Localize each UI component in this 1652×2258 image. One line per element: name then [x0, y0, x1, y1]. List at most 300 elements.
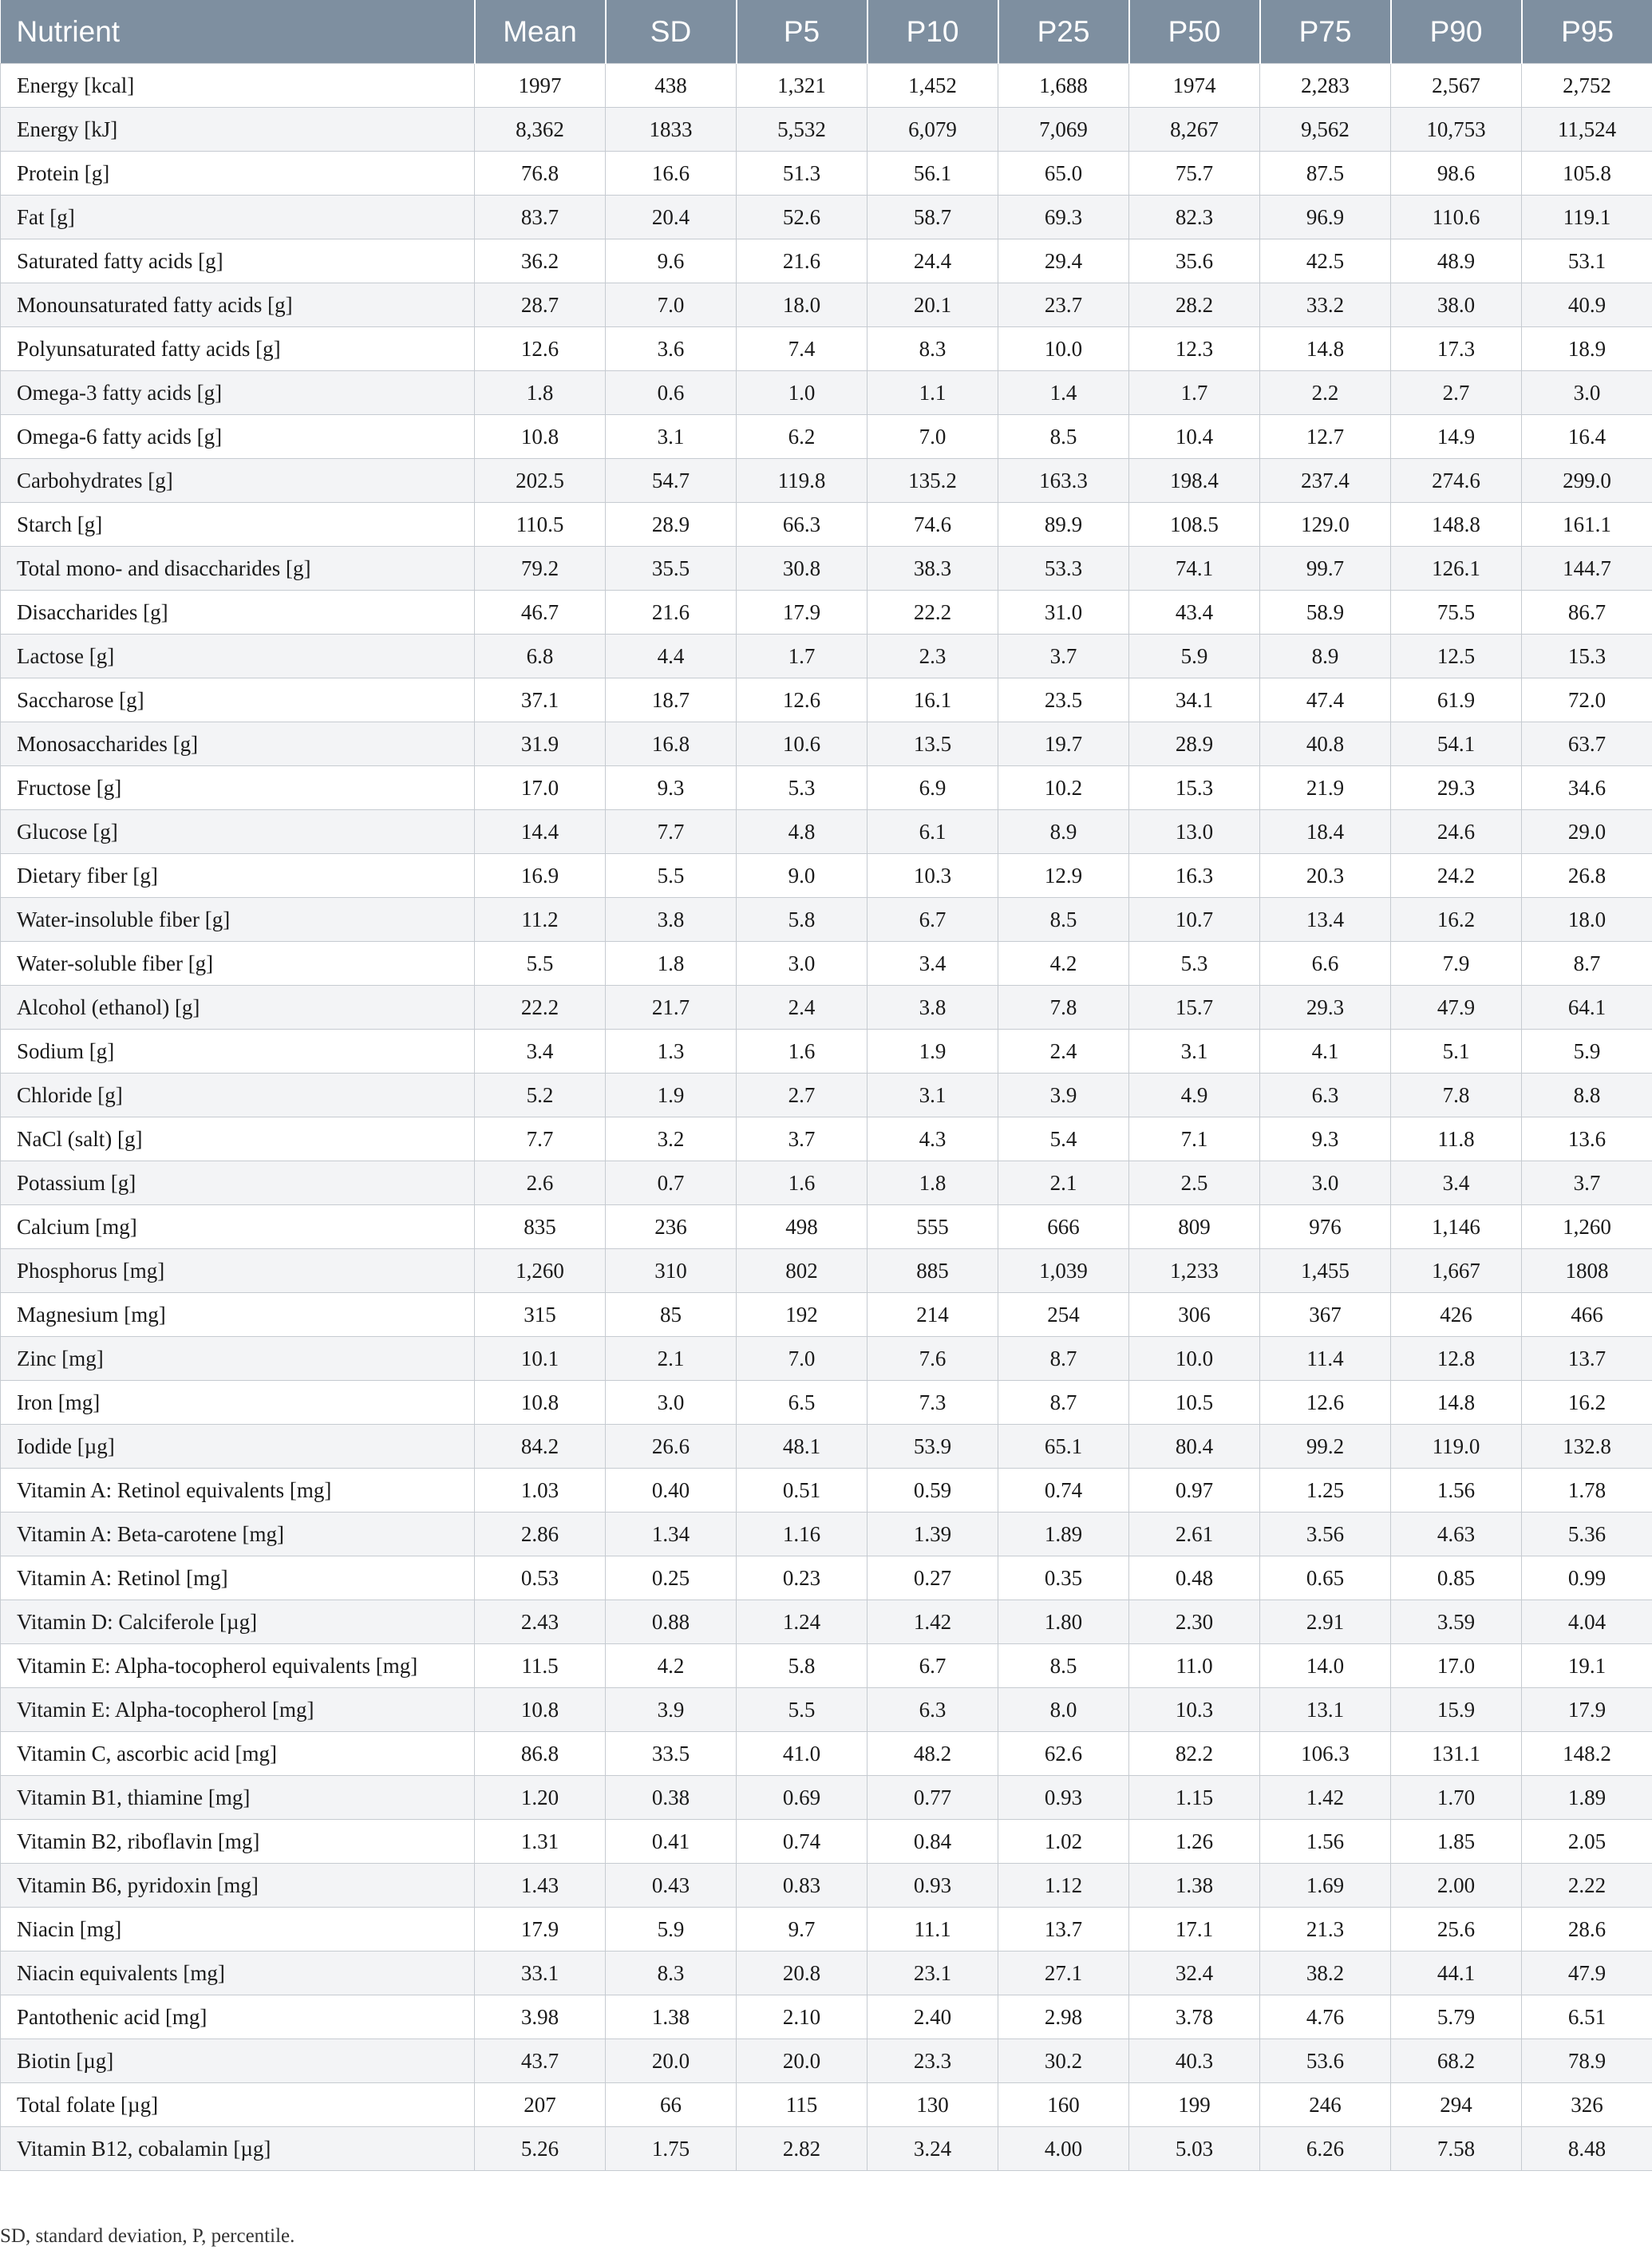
column-header-p5: P5 [737, 0, 867, 64]
column-header-p90: P90 [1391, 0, 1522, 64]
value-cell: 0.85 [1391, 1556, 1522, 1600]
value-cell: 1.9 [867, 1030, 998, 1074]
value-cell: 7.58 [1391, 2127, 1522, 2171]
value-cell: 20.4 [606, 196, 737, 239]
value-cell: 82.3 [1129, 196, 1260, 239]
value-cell: 10.4 [1129, 415, 1260, 459]
nutrient-name-cell: Dietary fiber [g] [1, 854, 475, 898]
value-cell: 7.8 [1391, 1074, 1522, 1117]
value-cell: 5.5 [606, 854, 737, 898]
value-cell: 498 [737, 1205, 867, 1249]
nutrient-name-cell: Zinc [mg] [1, 1337, 475, 1381]
value-cell: 2.7 [1391, 371, 1522, 415]
nutrient-name-cell: Monounsaturated fatty acids [g] [1, 283, 475, 327]
value-cell: 0.83 [737, 1864, 867, 1908]
nutrient-name-cell: Disaccharides [g] [1, 591, 475, 635]
value-cell: 11.2 [475, 898, 606, 942]
value-cell: 3.1 [606, 415, 737, 459]
value-cell: 110.5 [475, 503, 606, 547]
value-cell: 10.8 [475, 1688, 606, 1732]
value-cell: 1.7 [1129, 371, 1260, 415]
value-cell: 1.4 [998, 371, 1129, 415]
value-cell: 7.1 [1129, 1117, 1260, 1161]
nutrient-name-cell: Niacin [mg] [1, 1908, 475, 1952]
value-cell: 7.7 [606, 810, 737, 854]
table-row [1, 415, 1652, 459]
nutrient-name-cell: Magnesium [mg] [1, 1293, 475, 1337]
value-cell: 9.6 [606, 239, 737, 283]
table-row [1, 1074, 1652, 1117]
value-cell: 15.3 [1129, 766, 1260, 810]
value-cell: 1.38 [1129, 1864, 1260, 1908]
value-cell: 1974 [1129, 64, 1260, 108]
value-cell: 555 [867, 1205, 998, 1249]
value-cell: 3.6 [606, 327, 737, 371]
value-cell: 13.7 [998, 1908, 1129, 1952]
value-cell: 7.8 [998, 986, 1129, 1030]
value-cell: 21.6 [606, 591, 737, 635]
table-row [1, 1556, 1652, 1600]
value-cell: 5.5 [475, 942, 606, 986]
value-cell: 1,260 [1522, 1205, 1652, 1249]
value-cell: 6.7 [867, 1644, 998, 1688]
table-body [1, 64, 1652, 2171]
value-cell: 3.9 [606, 1688, 737, 1732]
value-cell: 15.9 [1391, 1688, 1522, 1732]
value-cell: 8.48 [1522, 2127, 1652, 2171]
table-row [1, 722, 1652, 766]
value-cell: 36.2 [475, 239, 606, 283]
value-cell: 74.6 [867, 503, 998, 547]
value-cell: 48.1 [737, 1425, 867, 1469]
table-footnote: SD, standard deviation, P, percentile. [0, 2225, 295, 2247]
table-row [1, 1644, 1652, 1688]
value-cell: 2.1 [606, 1337, 737, 1381]
value-cell: 47.9 [1522, 1952, 1652, 1995]
nutrient-name-cell: Lactose [g] [1, 635, 475, 678]
value-cell: 8.7 [1522, 942, 1652, 986]
value-cell: 44.1 [1391, 1952, 1522, 1995]
value-cell: 29.3 [1391, 766, 1522, 810]
value-cell: 83.7 [475, 196, 606, 239]
value-cell: 1.42 [1260, 1776, 1391, 1820]
value-cell: 7,069 [998, 108, 1129, 152]
value-cell: 21.6 [737, 239, 867, 283]
value-cell: 2.82 [737, 2127, 867, 2171]
value-cell: 4.1 [1260, 1030, 1391, 1074]
table-row [1, 239, 1652, 283]
value-cell: 12.3 [1129, 327, 1260, 371]
value-cell: 6.1 [867, 810, 998, 854]
nutrient-name-cell: Starch [g] [1, 503, 475, 547]
value-cell: 87.5 [1260, 152, 1391, 196]
value-cell: 802 [737, 1249, 867, 1293]
value-cell: 2.4 [998, 1030, 1129, 1074]
value-cell: 1.43 [475, 1864, 606, 1908]
value-cell: 23.1 [867, 1952, 998, 1995]
value-cell: 9.0 [737, 854, 867, 898]
value-cell: 1.56 [1260, 1820, 1391, 1864]
value-cell: 3.9 [998, 1074, 1129, 1117]
value-cell: 0.65 [1260, 1556, 1391, 1600]
value-cell: 5.5 [737, 1688, 867, 1732]
value-cell: 23.5 [998, 678, 1129, 722]
value-cell: 119.8 [737, 459, 867, 503]
value-cell: 160 [998, 2083, 1129, 2127]
value-cell: 43.7 [475, 2039, 606, 2083]
value-cell: 4.63 [1391, 1513, 1522, 1556]
value-cell: 4.8 [737, 810, 867, 854]
value-cell: 108.5 [1129, 503, 1260, 547]
value-cell: 2.5 [1129, 1161, 1260, 1205]
value-cell: 1,452 [867, 64, 998, 108]
value-cell: 1.0 [737, 371, 867, 415]
value-cell: 4.9 [1129, 1074, 1260, 1117]
value-cell: 35.6 [1129, 239, 1260, 283]
value-cell: 19.1 [1522, 1644, 1652, 1688]
nutrient-name-cell: Glucose [g] [1, 810, 475, 854]
value-cell: 18.9 [1522, 327, 1652, 371]
nutrient-name-cell: Omega-3 fatty acids [g] [1, 371, 475, 415]
value-cell: 1.8 [475, 371, 606, 415]
value-cell: 135.2 [867, 459, 998, 503]
value-cell: 1,260 [475, 1249, 606, 1293]
value-cell: 7.3 [867, 1381, 998, 1425]
value-cell: 10.8 [475, 415, 606, 459]
value-cell: 0.53 [475, 1556, 606, 1600]
value-cell: 192 [737, 1293, 867, 1337]
table-header [1, 0, 1652, 64]
value-cell: 6.9 [867, 766, 998, 810]
value-cell: 1.56 [1391, 1469, 1522, 1513]
value-cell: 47.9 [1391, 986, 1522, 1030]
value-cell: 3.7 [998, 635, 1129, 678]
value-cell: 1,146 [1391, 1205, 1522, 1249]
value-cell: 86.7 [1522, 591, 1652, 635]
value-cell: 1.26 [1129, 1820, 1260, 1864]
value-cell: 43.4 [1129, 591, 1260, 635]
table-row [1, 2083, 1652, 2127]
value-cell: 1808 [1522, 1249, 1652, 1293]
table-row [1, 459, 1652, 503]
value-cell: 16.9 [475, 854, 606, 898]
value-cell: 13.6 [1522, 1117, 1652, 1161]
value-cell: 466 [1522, 1293, 1652, 1337]
nutrient-name-cell: Total mono- and disaccharides [g] [1, 547, 475, 591]
value-cell: 10.3 [867, 854, 998, 898]
table-row [1, 371, 1652, 415]
value-cell: 1.25 [1260, 1469, 1391, 1513]
value-cell: 8.5 [998, 1644, 1129, 1688]
value-cell: 126.1 [1391, 547, 1522, 591]
value-cell: 13.5 [867, 722, 998, 766]
nutrient-name-cell: Total folate [µg] [1, 2083, 475, 2127]
value-cell: 21.9 [1260, 766, 1391, 810]
column-header-p50: P50 [1129, 0, 1260, 64]
value-cell: 0.74 [998, 1469, 1129, 1513]
value-cell: 2.4 [737, 986, 867, 1030]
value-cell: 53.9 [867, 1425, 998, 1469]
value-cell: 0.74 [737, 1820, 867, 1864]
nutrient-name-cell: Carbohydrates [g] [1, 459, 475, 503]
value-cell: 34.6 [1522, 766, 1652, 810]
value-cell: 10.5 [1129, 1381, 1260, 1425]
table-row [1, 898, 1652, 942]
value-cell: 1.69 [1260, 1864, 1391, 1908]
value-cell: 53.3 [998, 547, 1129, 591]
table-row [1, 1337, 1652, 1381]
nutrient-name-cell: Calcium [mg] [1, 1205, 475, 1249]
value-cell: 12.6 [475, 327, 606, 371]
value-cell: 214 [867, 1293, 998, 1337]
value-cell: 85 [606, 1293, 737, 1337]
value-cell: 41.0 [737, 1732, 867, 1776]
value-cell: 14.8 [1391, 1381, 1522, 1425]
value-cell: 33.2 [1260, 283, 1391, 327]
nutrient-name-cell: Niacin equivalents [mg] [1, 1952, 475, 1995]
value-cell: 64.1 [1522, 986, 1652, 1030]
value-cell: 2.40 [867, 1995, 998, 2039]
value-cell: 28.9 [606, 503, 737, 547]
value-cell: 8.3 [867, 327, 998, 371]
value-cell: 8.5 [998, 898, 1129, 942]
value-cell: 62.6 [998, 1732, 1129, 1776]
value-cell: 1.12 [998, 1864, 1129, 1908]
column-header-mean: Mean [475, 0, 606, 64]
value-cell: 18.4 [1260, 810, 1391, 854]
table-row [1, 283, 1652, 327]
value-cell: 14.9 [1391, 415, 1522, 459]
value-cell: 1,688 [998, 64, 1129, 108]
value-cell: 367 [1260, 1293, 1391, 1337]
value-cell: 9,562 [1260, 108, 1391, 152]
value-cell: 9.7 [737, 1908, 867, 1952]
table-row [1, 1293, 1652, 1337]
table-row [1, 942, 1652, 986]
value-cell: 15.7 [1129, 986, 1260, 1030]
value-cell: 82.2 [1129, 1732, 1260, 1776]
value-cell: 2.2 [1260, 371, 1391, 415]
value-cell: 19.7 [998, 722, 1129, 766]
value-cell: 40.3 [1129, 2039, 1260, 2083]
value-cell: 2.86 [475, 1513, 606, 1556]
value-cell: 5.8 [737, 898, 867, 942]
value-cell: 3.56 [1260, 1513, 1391, 1556]
value-cell: 835 [475, 1205, 606, 1249]
value-cell: 5.1 [1391, 1030, 1522, 1074]
value-cell: 53.6 [1260, 2039, 1391, 2083]
value-cell: 61.9 [1391, 678, 1522, 722]
value-cell: 2.22 [1522, 1864, 1652, 1908]
value-cell: 1.3 [606, 1030, 737, 1074]
value-cell: 40.9 [1522, 283, 1652, 327]
nutrient-name-cell: NaCl (salt) [g] [1, 1117, 475, 1161]
table-row [1, 503, 1652, 547]
value-cell: 56.1 [867, 152, 998, 196]
value-cell: 0.48 [1129, 1556, 1260, 1600]
value-cell: 6.5 [737, 1381, 867, 1425]
value-cell: 20.0 [737, 2039, 867, 2083]
column-header-p25: P25 [998, 0, 1129, 64]
table-row [1, 635, 1652, 678]
value-cell: 72.0 [1522, 678, 1652, 722]
nutrient-name-cell: Phosphorus [mg] [1, 1249, 475, 1293]
value-cell: 8.9 [1260, 635, 1391, 678]
value-cell: 23.3 [867, 2039, 998, 2083]
value-cell: 10.6 [737, 722, 867, 766]
value-cell: 46.7 [475, 591, 606, 635]
value-cell: 99.7 [1260, 547, 1391, 591]
value-cell: 11.5 [475, 1644, 606, 1688]
value-cell: 13.0 [1129, 810, 1260, 854]
value-cell: 0.77 [867, 1776, 998, 1820]
value-cell: 6.3 [867, 1688, 998, 1732]
value-cell: 37.1 [475, 678, 606, 722]
value-cell: 7.6 [867, 1337, 998, 1381]
value-cell: 1.02 [998, 1820, 1129, 1864]
value-cell: 2,283 [1260, 64, 1391, 108]
value-cell: 198.4 [1129, 459, 1260, 503]
value-cell: 48.9 [1391, 239, 1522, 283]
value-cell: 148.8 [1391, 503, 1522, 547]
value-cell: 2.05 [1522, 1820, 1652, 1864]
value-cell: 31.0 [998, 591, 1129, 635]
value-cell: 78.9 [1522, 2039, 1652, 2083]
value-cell: 236 [606, 1205, 737, 1249]
value-cell: 0.38 [606, 1776, 737, 1820]
nutrient-name-cell: Protein [g] [1, 152, 475, 196]
nutrient-name-cell: Vitamin B1, thiamine [mg] [1, 1776, 475, 1820]
value-cell: 28.6 [1522, 1908, 1652, 1952]
table-row [1, 810, 1652, 854]
header-row [1, 0, 1652, 64]
value-cell: 98.6 [1391, 152, 1522, 196]
value-cell: 12.7 [1260, 415, 1391, 459]
value-cell: 1.42 [867, 1600, 998, 1644]
nutrient-name-cell: Monosaccharides [g] [1, 722, 475, 766]
value-cell: 17.3 [1391, 327, 1522, 371]
value-cell: 65.0 [998, 152, 1129, 196]
value-cell: 20.1 [867, 283, 998, 327]
value-cell: 13.7 [1522, 1337, 1652, 1381]
value-cell: 6.6 [1260, 942, 1391, 986]
nutrient-name-cell: Energy [kcal] [1, 64, 475, 108]
value-cell: 144.7 [1522, 547, 1652, 591]
value-cell: 10.7 [1129, 898, 1260, 942]
value-cell: 1.03 [475, 1469, 606, 1513]
table-row [1, 1117, 1652, 1161]
value-cell: 2.7 [737, 1074, 867, 1117]
value-cell: 2.1 [998, 1161, 1129, 1205]
value-cell: 20.8 [737, 1952, 867, 1995]
value-cell: 0.69 [737, 1776, 867, 1820]
value-cell: 16.1 [867, 678, 998, 722]
value-cell: 310 [606, 1249, 737, 1293]
value-cell: 75.7 [1129, 152, 1260, 196]
value-cell: 11,524 [1522, 108, 1652, 152]
value-cell: 86.8 [475, 1732, 606, 1776]
table-row [1, 108, 1652, 152]
value-cell: 26.8 [1522, 854, 1652, 898]
value-cell: 6.7 [867, 898, 998, 942]
value-cell: 0.43 [606, 1864, 737, 1908]
table-row [1, 986, 1652, 1030]
value-cell: 29.3 [1260, 986, 1391, 1030]
value-cell: 4.4 [606, 635, 737, 678]
value-cell: 66.3 [737, 503, 867, 547]
value-cell: 0.99 [1522, 1556, 1652, 1600]
table-row [1, 678, 1652, 722]
value-cell: 2.00 [1391, 1864, 1522, 1908]
value-cell: 3.4 [1391, 1161, 1522, 1205]
nutrient-name-cell: Vitamin C, ascorbic acid [mg] [1, 1732, 475, 1776]
value-cell: 76.8 [475, 152, 606, 196]
value-cell: 48.2 [867, 1732, 998, 1776]
value-cell: 12.5 [1391, 635, 1522, 678]
value-cell: 54.7 [606, 459, 737, 503]
value-cell: 0.51 [737, 1469, 867, 1513]
table-row [1, 1995, 1652, 2039]
value-cell: 16.4 [1522, 415, 1652, 459]
value-cell: 18.0 [737, 283, 867, 327]
value-cell: 1.39 [867, 1513, 998, 1556]
nutrient-name-cell: Iron [mg] [1, 1381, 475, 1425]
table-row [1, 1513, 1652, 1556]
value-cell: 1,039 [998, 1249, 1129, 1293]
value-cell: 8,362 [475, 108, 606, 152]
value-cell: 20.3 [1260, 854, 1391, 898]
value-cell: 3.0 [737, 942, 867, 986]
table-row [1, 196, 1652, 239]
value-cell: 28.2 [1129, 283, 1260, 327]
nutrient-name-cell: Chloride [g] [1, 1074, 475, 1117]
value-cell: 5.79 [1391, 1995, 1522, 2039]
value-cell: 809 [1129, 1205, 1260, 1249]
value-cell: 3.0 [606, 1381, 737, 1425]
value-cell: 3.4 [475, 1030, 606, 1074]
value-cell: 28.9 [1129, 722, 1260, 766]
value-cell: 5.26 [475, 2127, 606, 2171]
value-cell: 12.8 [1391, 1337, 1522, 1381]
nutrient-name-cell: Water-soluble fiber [g] [1, 942, 475, 986]
value-cell: 74.1 [1129, 547, 1260, 591]
value-cell: 4.3 [867, 1117, 998, 1161]
value-cell: 84.2 [475, 1425, 606, 1469]
value-cell: 1.6 [737, 1030, 867, 1074]
value-cell: 99.2 [1260, 1425, 1391, 1469]
value-cell: 5.3 [737, 766, 867, 810]
value-cell: 1,321 [737, 64, 867, 108]
value-cell: 119.1 [1522, 196, 1652, 239]
table-row [1, 1205, 1652, 1249]
nutrient-name-cell: Fructose [g] [1, 766, 475, 810]
nutrient-name-cell: Alcohol (ethanol) [g] [1, 986, 475, 1030]
value-cell: 294 [1391, 2083, 1522, 2127]
value-cell: 79.2 [475, 547, 606, 591]
value-cell: 8.9 [998, 810, 1129, 854]
nutrient-name-cell: Vitamin A: Retinol [mg] [1, 1556, 475, 1600]
value-cell: 3.2 [606, 1117, 737, 1161]
value-cell: 1,455 [1260, 1249, 1391, 1293]
value-cell: 3.1 [1129, 1030, 1260, 1074]
value-cell: 1.89 [998, 1513, 1129, 1556]
value-cell: 6.3 [1260, 1074, 1391, 1117]
table-row [1, 2127, 1652, 2171]
value-cell: 4.2 [606, 1644, 737, 1688]
value-cell: 54.1 [1391, 722, 1522, 766]
value-cell: 8.8 [1522, 1074, 1652, 1117]
table-row [1, 854, 1652, 898]
